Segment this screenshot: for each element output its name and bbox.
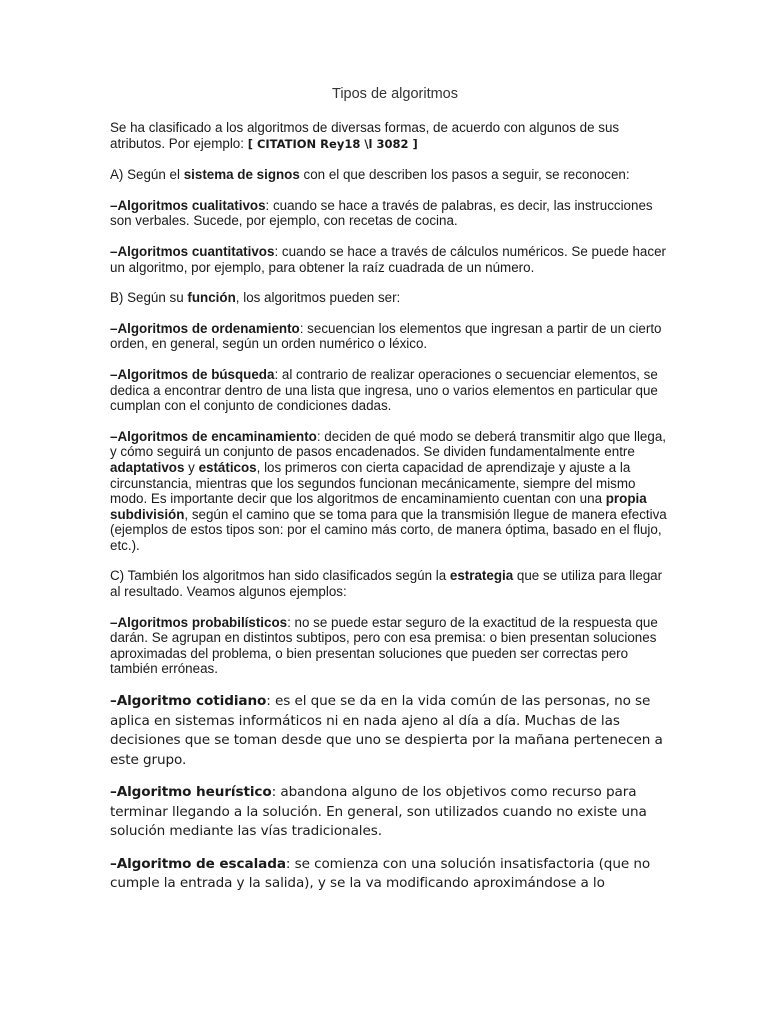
probabilisticos-paragraph: –Algoritmos probabilísticos: no se puede estar seguro de la exactitud de la respuesta que darán. Se agrupan en distintos subtipos, pero con esa premisa: o bien presentan soluciones aproximadas del problema, o bien presentan soluciones que pueden ser correctas pero también erróneas. [110,614,658,677]
section-b-paragraph: B) Según su función, los algoritmos pueden ser: [110,290,401,306]
busqueda-paragraph: –Algoritmos de búsqueda: al contrario de realizar operaciones o secuenciar elementos, se dedica a encontrar dentro de una lista que ingresa, uno o varios elementos en particular que cumplan con el conjunto de condiciones dadas. [110,366,658,414]
citation-field: [ CITATION Rey18 \l 3082 ] [247,136,418,151]
ordenamiento-paragraph: –Algoritmos de ordenamiento: secuencian los elementos que ingresan a partir de un cierto orden, en general, según un orden numérico o léxico. [110,320,662,352]
cotidiano-paragraph: –Algoritmo cotidiano: es el que se da en la vida común de las personas, no se aplica en sistemas informáticos ni en nada ajeno al día a día. Muchas de las decisiones que se toman desde que uno se despierta por la mañana pertenecen a este grupo. [110,693,663,768]
intro-paragraph: Se ha clasificado a los algoritmos de diversas formas, de acuerdo con algunos de sus atributos. Por ejemplo: [ CITATION Rey18 \l 3082 ] [110,120,620,151]
cualitativos-paragraph: –Algoritmos cualitativos: cuando se hace a través de palabras, es decir, las instrucciones son verbales. Sucede, por ejemplo, con recetas de cocina. [110,197,653,229]
escalada-paragraph: –Algoritmo de escalada: se comienza con una solución insatisfactoria (que no cumple la entrada y la salida), y se la va modificando aproximándose a lo [110,855,651,892]
heuristico-paragraph: –Algoritmo heurístico: abandona alguno de los objetivos como recurso para terminar llegando a la solución. En general, son utilizados cuando no existe una solución mediante las vías tradicionales. [110,784,647,840]
section-a-paragraph: A) Según el sistema de signos con el que describen los pasos a seguir, se reconocen: [110,167,630,183]
section-c-paragraph: C) También los algoritmos han sido clasificados según la estrategia que se utiliza para llegar al resultado. Veamos algunos ejemplos: [110,568,663,600]
cuantitativos-paragraph: –Algoritmos cuantitativos: cuando se hace a través de cálculos numéricos. Se puede hacer un algoritmo, por ejemplo, para obtener la raíz cuadrada de un número. [110,243,666,275]
encaminamiento-paragraph: –Algoritmos de encaminamiento: deciden de qué modo se deberá transmitir algo que llega, y cómo seguirá un conjunto de pasos encadenados. Se dividen fundamentalmente entre adaptativos y estáticos, los primeros con cierta capacidad de aprendizaje y ajuste a la circunstancia, mientras que los segundos funcionan mecánicamente, siempre del mismo modo. Es importante decir que los algoritmos de encaminamiento cuentan con una propia subdivisión, según el camino que se toma para que la transmisión llegue de manera efectiva (ejemplos de estos tipos son: por el camino más corto, de manera óptima, basado en el flujo, etc.). [110,428,667,553]
document-body [110,120,670,907]
page-title: Tipos de algoritmos [332,86,458,102]
